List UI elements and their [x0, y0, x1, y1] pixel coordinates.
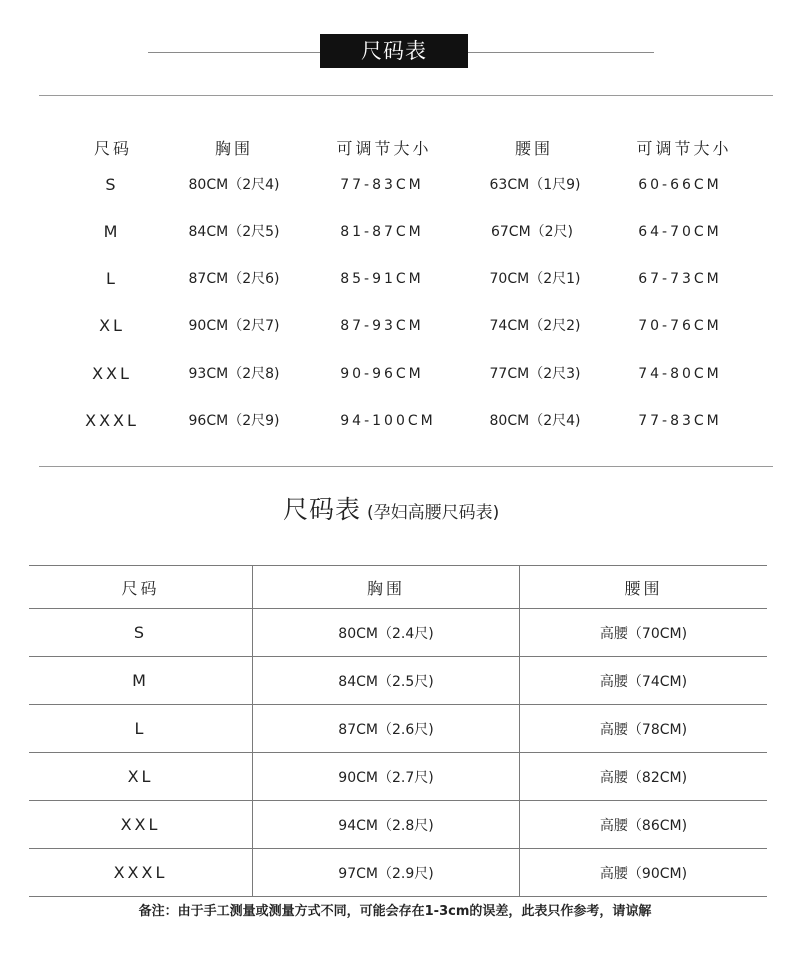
- col-header-size: 尺码: [93, 139, 133, 158]
- waist-cell: 高腰（86CM): [599, 817, 688, 834]
- divider-top: [39, 95, 773, 96]
- table-row: [0, 362, 790, 386]
- waist-cell: 高腰（82CM): [599, 769, 688, 786]
- size-cell: XXXL: [85, 411, 139, 430]
- bust-cell: 87CM（2尺6): [188, 271, 280, 287]
- waist-cell: 高腰（70CM): [599, 625, 688, 642]
- bust-cell: 84CM（2.5尺): [253, 657, 520, 704]
- size-cell: XXXL: [29, 849, 253, 896]
- bust-cell: 84CM（2尺5): [188, 224, 280, 240]
- col-header-bust: 胸围: [214, 139, 254, 158]
- col-header-waist: 腰围: [624, 578, 663, 598]
- table-row: [29, 849, 767, 897]
- table-row: [29, 753, 767, 801]
- table-row: [0, 173, 790, 197]
- waist-range-cell: 64-70CM: [638, 224, 722, 240]
- size-cell: XL: [99, 316, 125, 335]
- waist-cell: 63CM（1尺9): [489, 177, 581, 193]
- table-row: [29, 705, 767, 753]
- waist-cell: 高腰（90CM): [599, 865, 688, 882]
- table-row: [29, 657, 767, 705]
- size-cell: S: [29, 609, 253, 656]
- size-cell: M: [29, 657, 253, 704]
- bust-range-cell: 90-96CM: [340, 366, 424, 382]
- table-row: [0, 220, 790, 244]
- table-row: [29, 609, 767, 657]
- col-header-bust-range: 可调节大小: [336, 139, 432, 158]
- waist-cell: 77CM（2尺3): [489, 366, 581, 382]
- table-header-row: [29, 565, 767, 609]
- bust-cell: 90CM（2.7尺): [253, 753, 520, 800]
- waist-range-cell: 67-73CM: [638, 271, 722, 287]
- heading-line-left: [148, 52, 320, 53]
- waist-cell: 70CM（2尺1): [489, 271, 581, 287]
- bust-cell: 80CM（2尺4): [188, 177, 280, 193]
- size-table-maternity: [29, 565, 767, 897]
- col-header-waist-range: 可调节大小: [636, 139, 732, 158]
- waist-cell: 高腰（74CM): [599, 673, 688, 690]
- bust-cell: 87CM（2.6尺): [253, 705, 520, 752]
- waist-range-cell: 74-80CM: [638, 366, 722, 382]
- table-row: [0, 267, 790, 291]
- divider-middle: [39, 466, 773, 467]
- page-title: 尺码表: [320, 34, 468, 68]
- col-header-waist: 腰围: [514, 139, 554, 158]
- size-cell: L: [106, 269, 118, 288]
- waist-range-cell: 77-83CM: [638, 413, 722, 429]
- table-row: [0, 314, 790, 338]
- size-cell: XL: [29, 753, 253, 800]
- footnote: 备注：由于手工测量或测量方式不同，可能会存在1-3cm的误差，此表只作参考，请谅解: [138, 904, 652, 919]
- bust-cell: 80CM（2.4尺): [253, 609, 520, 656]
- waist-cell: 67CM（2尺): [490, 224, 574, 240]
- bust-cell: 94CM（2.8尺): [253, 801, 520, 848]
- bust-cell: 90CM（2尺7): [188, 318, 280, 334]
- col-header-bust: 胸围: [253, 566, 520, 608]
- bust-range-cell: 77-83CM: [340, 177, 424, 193]
- bust-range-cell: 94-100CM: [340, 413, 436, 429]
- waist-cell: 74CM（2尺2): [489, 318, 581, 334]
- bust-range-cell: 87-93CM: [340, 318, 424, 334]
- waist-cell: 80CM（2尺4): [489, 413, 581, 429]
- bust-cell: 96CM（2尺9): [188, 413, 280, 429]
- size-cell: M: [103, 222, 121, 241]
- section-subtitle: (孕妇高腰尺码表): [367, 503, 500, 523]
- waist-range-cell: 70-76CM: [638, 318, 722, 334]
- bust-range-cell: 85-91CM: [340, 271, 424, 287]
- maternity-table-title: [283, 490, 499, 526]
- bust-cell: 97CM（2.9尺): [253, 849, 520, 896]
- size-cell: L: [29, 705, 253, 752]
- size-cell: XXL: [92, 364, 132, 383]
- size-cell: XXL: [29, 801, 253, 848]
- waist-cell: 高腰（78CM): [599, 721, 688, 738]
- bust-range-cell: 81-87CM: [340, 224, 424, 240]
- bust-cell: 93CM（2尺8): [188, 366, 280, 382]
- waist-range-cell: 60-66CM: [638, 177, 722, 193]
- section-title: 尺码表: [283, 495, 362, 524]
- col-header-size: 尺码: [29, 566, 253, 608]
- table-row: [29, 801, 767, 849]
- size-cell: S: [105, 175, 119, 194]
- table-row: [0, 409, 790, 433]
- heading-line-right: [468, 52, 654, 53]
